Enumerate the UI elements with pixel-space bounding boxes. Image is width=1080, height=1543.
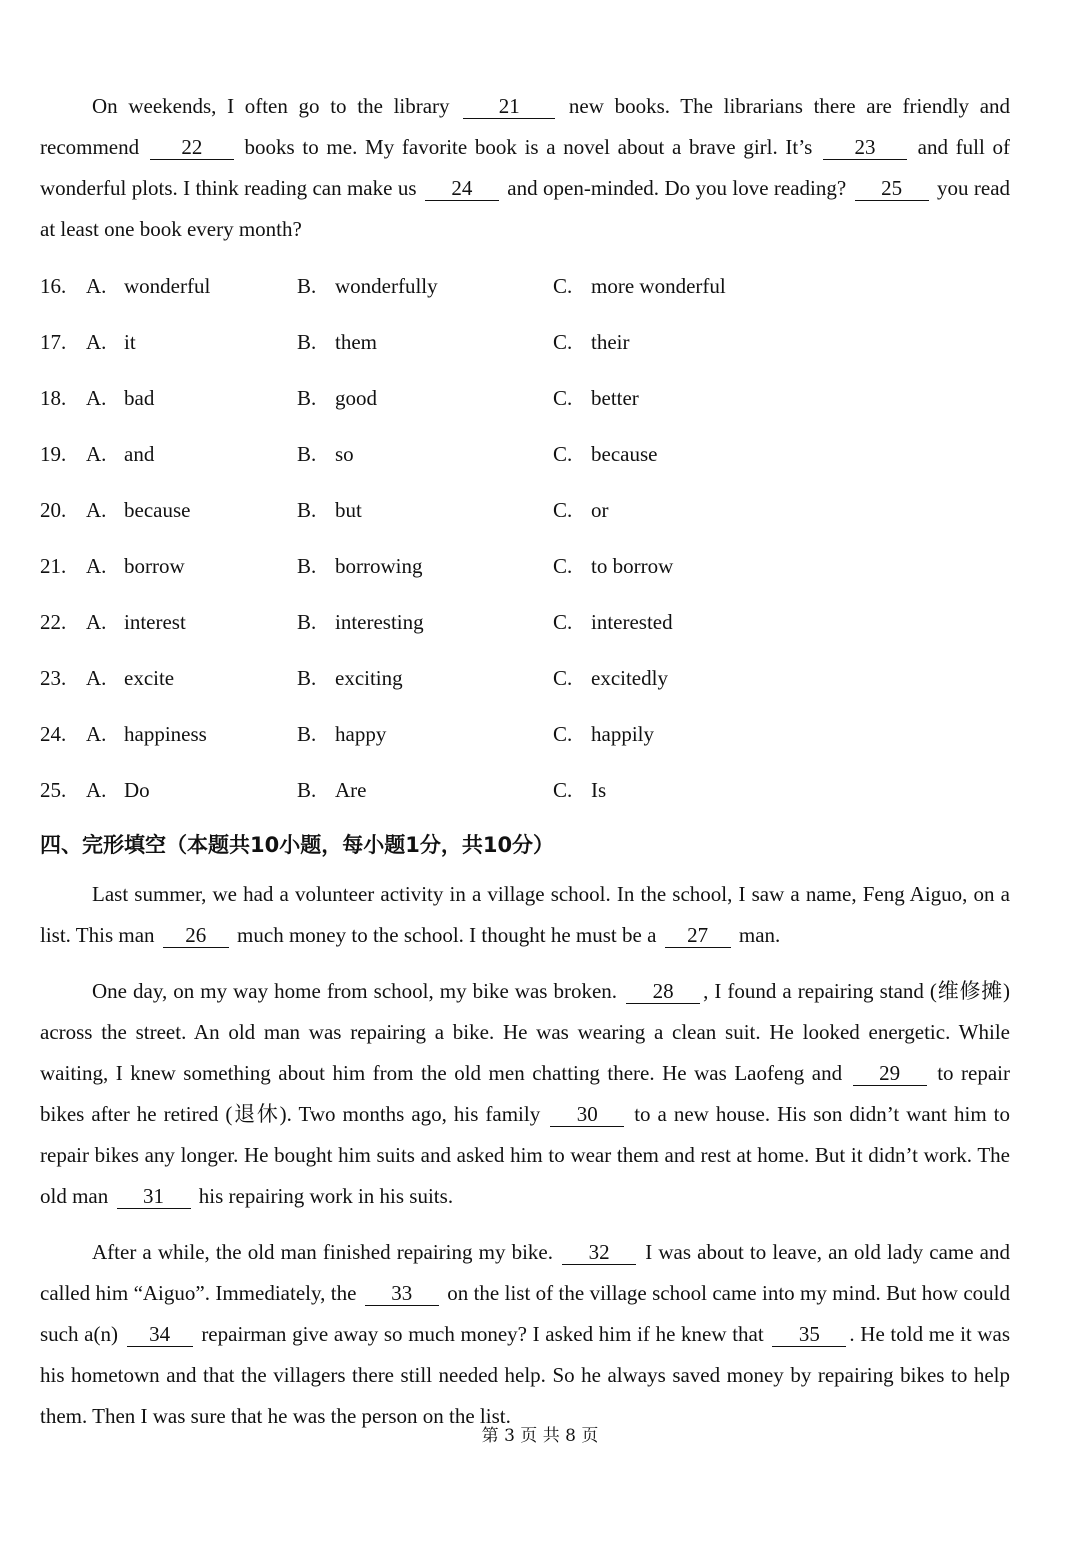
question-row: [40, 383, 1040, 413]
passage-text: . He told me it was his hometown and that the villagers there still needed help. So he always saved money by repairing bikes to help them. Then I was sure that he was the person on the list.: [40, 1322, 1011, 1428]
passage-text: much money to the school. I thought he must be a: [237, 923, 657, 947]
passage-text: to a new house. His son didn’t want him to repair bikes any longer. He bought him suits and asked him to wear them and rest at home. But it didn’t work. The old man: [40, 1102, 1011, 1208]
option-b[interactable]: B. good: [297, 386, 377, 410]
passage-text: repairman give away so much money? I asked him if he knew that: [201, 1322, 764, 1346]
option-a[interactable]: A. wonderful: [86, 274, 211, 298]
cloze-paragraph-3: [40, 1232, 1010, 1437]
option-b[interactable]: B. exciting: [297, 666, 403, 690]
option-c[interactable]: C. their: [553, 330, 630, 354]
answer-blank-23[interactable]: 23: [823, 135, 907, 160]
option-c[interactable]: C. to borrow: [553, 554, 674, 578]
answer-blank-25[interactable]: 25: [855, 176, 929, 201]
option-a[interactable]: A. interest: [86, 610, 186, 634]
passage-text: and full of wonderful plots. I think reading can make us: [40, 135, 1011, 200]
question-number: 25.: [40, 778, 67, 802]
option-a[interactable]: A. excite: [86, 666, 175, 690]
option-b[interactable]: B. wonderfully: [297, 274, 438, 298]
option-c[interactable]: C. better: [553, 386, 639, 410]
option-b[interactable]: B. Are: [297, 778, 367, 802]
option-c[interactable]: C. excitedly: [553, 666, 668, 690]
passage-text: and open-minded. Do you love reading?: [507, 176, 847, 200]
passage-text: I was about to leave, an old lady came and called him “Aiguo”. Immediately, the: [40, 1240, 1010, 1305]
answer-blank-24[interactable]: 24: [425, 176, 499, 201]
option-c[interactable]: C. because: [553, 442, 658, 466]
option-a[interactable]: A. borrow: [86, 554, 185, 578]
passage-text: man.: [738, 923, 781, 947]
option-c[interactable]: C. or: [553, 498, 609, 522]
passage-text: on the list of the village school came into my mind. But how could such a(n): [40, 1281, 1011, 1346]
question-row: [40, 495, 1040, 525]
option-a[interactable]: A. happiness: [86, 722, 207, 746]
question-row: [40, 439, 1040, 469]
section-heading: 四、完形填空（本题共10小题，每小题1分，共10分）: [40, 833, 555, 857]
reading-passage: [40, 86, 1010, 250]
option-a[interactable]: A. Do: [86, 778, 150, 802]
answer-blank-27[interactable]: 27: [665, 923, 731, 948]
option-b[interactable]: B. borrowing: [297, 554, 423, 578]
passage-text: On weekends, I often go to the library: [92, 94, 450, 118]
option-a[interactable]: A. bad: [86, 386, 155, 410]
answer-blank-29[interactable]: 29: [853, 1061, 927, 1086]
question-row: [40, 551, 1040, 581]
question-number: 20.: [40, 498, 67, 522]
passage-text: After a while, the old man finished repairing my bike.: [92, 1240, 553, 1264]
question-number: 24.: [40, 722, 67, 746]
option-b[interactable]: B. happy: [297, 722, 387, 746]
passage-text: you read at least one book every month?: [40, 176, 1011, 241]
question-row: [40, 719, 1040, 749]
option-b[interactable]: B. them: [297, 330, 377, 354]
passage-text: One day, on my way home from school, my bike was broken.: [92, 979, 618, 1003]
question-row: [40, 271, 1040, 301]
question-row: [40, 663, 1040, 693]
answer-blank-33[interactable]: 33: [365, 1281, 439, 1306]
passage-text: new books. The librarians there are friendly and recommend: [40, 94, 1011, 159]
option-c[interactable]: C. interested: [553, 610, 673, 634]
question-number: 21.: [40, 554, 67, 578]
passage-text: to repair bikes after he retired (退休). Two months ago, his family: [40, 1061, 1011, 1126]
option-a[interactable]: A. because: [86, 498, 191, 522]
option-c[interactable]: C. Is: [553, 778, 607, 802]
option-a[interactable]: A. it: [86, 330, 136, 354]
question-row: [40, 607, 1040, 637]
passage-text: books to me. My favorite book is a novel about a brave girl. It’s: [244, 135, 813, 159]
question-number: 19.: [40, 442, 67, 466]
option-b[interactable]: B. interesting: [297, 610, 424, 634]
option-c[interactable]: C. happily: [553, 722, 654, 746]
answer-blank-26[interactable]: 26: [163, 923, 229, 948]
answer-blank-30[interactable]: 30: [550, 1102, 624, 1127]
question-number: 22.: [40, 610, 67, 634]
question-number: 18.: [40, 386, 67, 410]
answer-blank-34[interactable]: 34: [127, 1322, 193, 1347]
passage-text: , I found a repairing stand (维修摊) across the street. An old man was repairing a bike. He was wearing a clean suit. He looked energetic. While waiting, I knew something about him from the old men chatting there. He was Laofeng and: [40, 979, 1011, 1085]
answer-blank-21[interactable]: 21: [463, 94, 555, 119]
passage-text: Last summer, we had a volunteer activity in a village school. In the school, I saw a name, Feng Aiguo, on a list. This man: [40, 882, 1010, 947]
option-a[interactable]: A. and: [86, 442, 155, 466]
question-row: [40, 775, 1040, 805]
question-number: 16.: [40, 274, 67, 298]
option-b[interactable]: B. so: [297, 442, 354, 466]
option-c[interactable]: C. more wonderful: [553, 274, 726, 298]
question-number: 23.: [40, 666, 67, 690]
answer-blank-35[interactable]: 35: [772, 1322, 846, 1347]
answer-blank-32[interactable]: 32: [562, 1240, 636, 1265]
cloze-paragraph-1: [40, 874, 1010, 956]
question-row: [40, 327, 1040, 357]
option-b[interactable]: B. but: [297, 498, 362, 522]
answer-blank-22[interactable]: 22: [150, 135, 234, 160]
cloze-paragraph-2: [40, 971, 1010, 1217]
answer-blank-28[interactable]: 28: [626, 979, 700, 1004]
question-number: 17.: [40, 330, 67, 354]
answer-blank-31[interactable]: 31: [117, 1184, 191, 1209]
page-number: 第 3 页 共 8 页: [481, 1426, 599, 1446]
passage-text: his repairing work in his suits.: [198, 1184, 454, 1208]
